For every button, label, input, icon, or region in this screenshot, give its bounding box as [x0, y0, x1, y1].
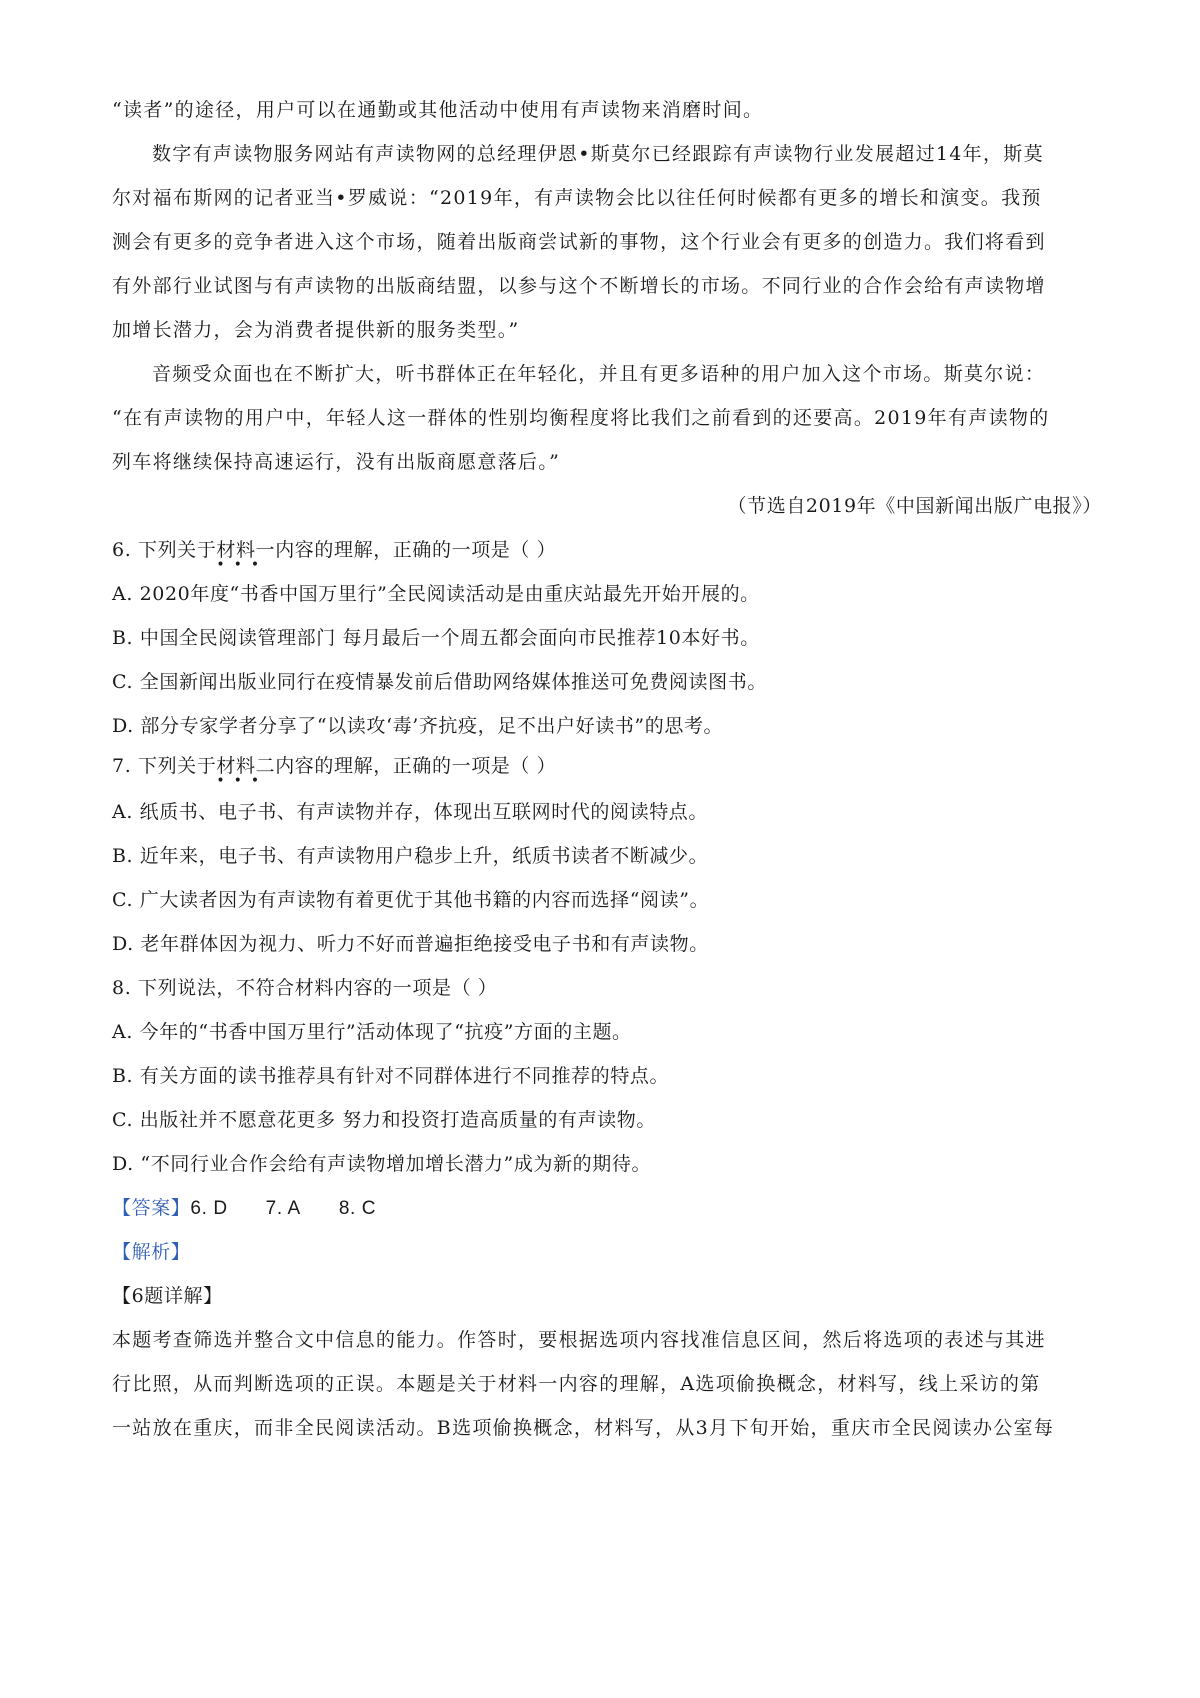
analysis-line: 行比照，从而判断选项的正误。本题是关于材料一内容的理解，A选项偷换概念，材料写，线上采访的第: [112, 1373, 1041, 1395]
question-6-emphasis: 材料一 •••: [216, 539, 276, 573]
passage-line: 有外部行业试图与有声读物的出版商结盟，以参与这个不断增长的市场。不同行业的合作会给有声读物增: [112, 275, 1046, 297]
question-7-prefix: 7. 下列关于: [112, 755, 217, 777]
answer-8: 8. C: [338, 1198, 377, 1219]
emphasis-dots-icon: •••: [216, 557, 269, 573]
passage-line: 测会有更多的竞争者进入这个市场，随着出版商尝试新的事物，这个行业会有更多的创造力。我们将看到: [112, 231, 1046, 253]
question-7-suffix: 内容的理解，正确的一项是（ ）: [275, 755, 557, 777]
question-7-option-c: C. 广大读者因为有声读物有着更优于其他书籍的内容而选择“阅读”。: [112, 889, 710, 911]
answer-6: 6. D: [190, 1198, 228, 1219]
question-6-stem: [112, 536, 1102, 573]
analysis-label: 【解析】: [112, 1241, 191, 1263]
question-6-suffix: 内容的理解，正确的一项是（ ）: [275, 539, 557, 561]
question-6-option-b: B. 中国全民阅读管理部门 每月最后一个周五都会面向市民推荐10本好书。: [112, 627, 760, 649]
question-7-option-a: A. 纸质书、电子书、有声读物并存，体现出互联网时代的阅读特点。: [112, 801, 709, 823]
question-8-stem: 8. 下列说法，不符合材料内容的一项是（ ）: [112, 977, 498, 999]
question-6-option-a: A. 2020年度“书香中国万里行”全民阅读活动是由重庆站最先开始开展的。: [112, 583, 760, 605]
passage-line: “读者”的途径，用户可以在通勤或其他活动中使用有声读物来消磨时间。: [112, 99, 764, 121]
question-8-option-a: A. 今年的“书香中国万里行”活动体现了“抗疫”方面的主题。: [112, 1021, 632, 1043]
analysis-line: 本题考查筛选并整合文中信息的能力。作答时，要根据选项内容找准信息区间，然后将选项的表述与其进: [112, 1329, 1046, 1351]
answer-7: 7. A: [265, 1198, 301, 1219]
passage-line: 加增长潜力，会为消费者提供新的服务类型。”: [112, 319, 520, 341]
question-7-stem: [112, 752, 1102, 789]
passage-line: 列车将继续保持高速运行，没有出版商愿意落后。”: [112, 451, 561, 473]
question-6-option-c: C. 全国新闻出版业同行在疫情暴发前后借助网络媒体推送可免费阅读图书。: [112, 671, 767, 693]
analysis-line: 一站放在重庆，而非全民阅读活动。B选项偷换概念，材料写，从3月下旬开始，重庆市全民阅读办公室每: [112, 1417, 1055, 1439]
passage-line: 尔对福布斯网的记者亚当•罗威说：“2019年，有声读物会比以往任何时候都有更多的增长和演变。我预: [112, 187, 1042, 209]
answer-row: [112, 1194, 1102, 1223]
question-7-option-d: D. 老年群体因为视力、听力不好而普遍拒绝接受电子书和有声读物。: [112, 933, 709, 955]
question-8-option-b: B. 有关方面的读书推荐具有针对不同群体进行不同推荐的特点。: [112, 1065, 670, 1087]
passage-source: （节选自2019年《中国新闻出版广电报》）: [727, 495, 1102, 517]
passage-line: 数字有声读物服务网站有声读物网的总经理伊恩•斯莫尔已经跟踪有声读物行业发展超过14年，斯莫: [152, 143, 1044, 165]
question-6-prefix: 6. 下列关于: [112, 539, 217, 561]
question-7-emphasis: 材料二 •••: [216, 755, 276, 789]
question-8-option-d: D. “不同行业合作会给有声读物增加增长潜力”成为新的期待。: [112, 1153, 652, 1175]
passage-line: “在有声读物的用户中，年轻人这一群体的性别均衡程度将比我们之前看到的还要高。2019年有声读物的: [112, 407, 1050, 429]
question-6-option-d: D. 部分专家学者分享了“以读攻‘毒’齐抗疫，足不出户好读书”的思考。: [112, 715, 724, 737]
emphasis-dots-icon: •••: [216, 773, 269, 789]
answer-label: 【答案】: [112, 1197, 191, 1219]
question-8-option-c: C. 出版社并不愿意花更多 努力和投资打造高质量的有声读物。: [112, 1109, 656, 1131]
analysis-detail-label: 【6题详解】: [112, 1285, 223, 1307]
question-7-option-b: B. 近年来，电子书、有声读物用户稳步上升，纸质书读者不断减少。: [112, 845, 709, 867]
passage-line: 音频受众面也在不断扩大，听书群体正在年轻化，并且有更多语种的用户加入这个市场。斯莫尔说：: [152, 363, 1046, 385]
